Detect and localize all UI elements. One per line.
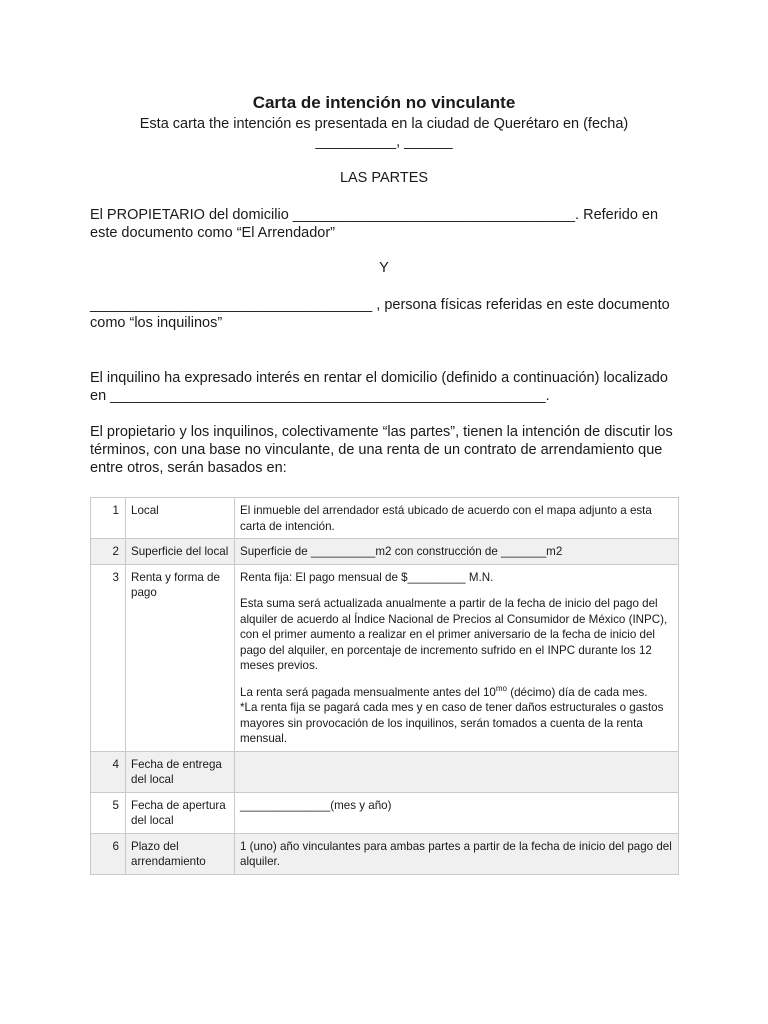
row-label: Local (126, 498, 235, 539)
rent-fixed-line: Renta fija: El pago mensual de $_________ M.N. (240, 570, 494, 584)
table-row (91, 751, 679, 792)
table-row (91, 833, 679, 874)
and-separator: Y (379, 260, 389, 276)
table-row (91, 539, 679, 565)
row-number: 5 (91, 792, 126, 833)
table-row (91, 498, 679, 539)
interest-paragraph: El inquilino ha expresado interés en rentar el domicilio (definido a continuación) localizado en ______________________________________________________. (90, 370, 668, 404)
row-number: 2 (91, 539, 126, 565)
row-description (235, 564, 679, 751)
date-blank: __________, ______ (315, 134, 453, 150)
tenants-paragraph: ___________________________________ , persona físicas referidas en este documento como “los inquilinos” (90, 297, 670, 331)
row-description: ______________(mes y año) (235, 792, 679, 833)
document-subtitle: Esta carta the intención es presentada en la ciudad de Querétaro en (fecha) (139, 116, 629, 132)
row-label: Fecha de entrega del local (126, 751, 235, 792)
row-description (235, 751, 679, 792)
owner-paragraph: El PROPIETARIO del domicilio ___________________________________. Referido en este documento como “El Arrendador” (90, 207, 659, 241)
row-number: 6 (91, 833, 126, 874)
table-row (91, 564, 679, 751)
intent-paragraph: El propietario y los inquilinos, colectivamente “las partes”, tienen la intención de discutir los términos, con una base no vinculante, de una renta de un contrato de arrendamiento que entre otros, serán basados en: (90, 424, 673, 476)
parties-heading: LAS PARTES (339, 170, 429, 186)
row-description: Superficie de __________m2 con construcción de _______m2 (235, 539, 679, 565)
document-title: Carta de intención no vinculante (252, 93, 516, 112)
row-description: El inmueble del arrendador está ubicado de acuerdo con el mapa adjunto a esta carta de intención. (235, 498, 679, 539)
table-row (91, 792, 679, 833)
row-number: 3 (91, 564, 126, 751)
row-number: 4 (91, 751, 126, 792)
rent-due-text: La renta será pagada mensualmente antes del $10^{mo}$ (décimo) día de cada mes. *La renta fija se pagará cada mes y en caso de tener daños estructurales o gastos mayores sin provocación de los inquilinos, serán tomados a cuenta de la renta mensual. (240, 683, 664, 745)
row-description: 1 (uno) año vinculantes para ambas partes a partir de la fecha de inicio del pago del alquiler. (235, 833, 679, 874)
rent-adjustment-text: Esta suma será actualizada anualmente a partir de la fecha de inicio del pago del alquiler de acuerdo al Índice Nacional de Precios al Consumidor de México (INPC), con el primer aumento a realizar en el primer aniversario de la fecha de inicio del pago del alquiler, en porcentaje de incremento sufrido en el INPC durante los 12 meses previos. (240, 597, 668, 672)
row-label: Fecha de apertura del local (126, 792, 235, 833)
terms-table (90, 497, 679, 875)
row-label: Superficie del local (126, 539, 235, 565)
row-label: Plazo del arrendamiento (126, 833, 235, 874)
row-number: 1 (91, 498, 126, 539)
row-label: Renta y forma de pago (126, 564, 235, 751)
rent-note: *La renta fija se pagará cada mes y en caso de tener daños estructurales o gastos mayores sin provocación de los inquilinos, serán tomados a cuenta de la renta mensual. (240, 701, 664, 745)
